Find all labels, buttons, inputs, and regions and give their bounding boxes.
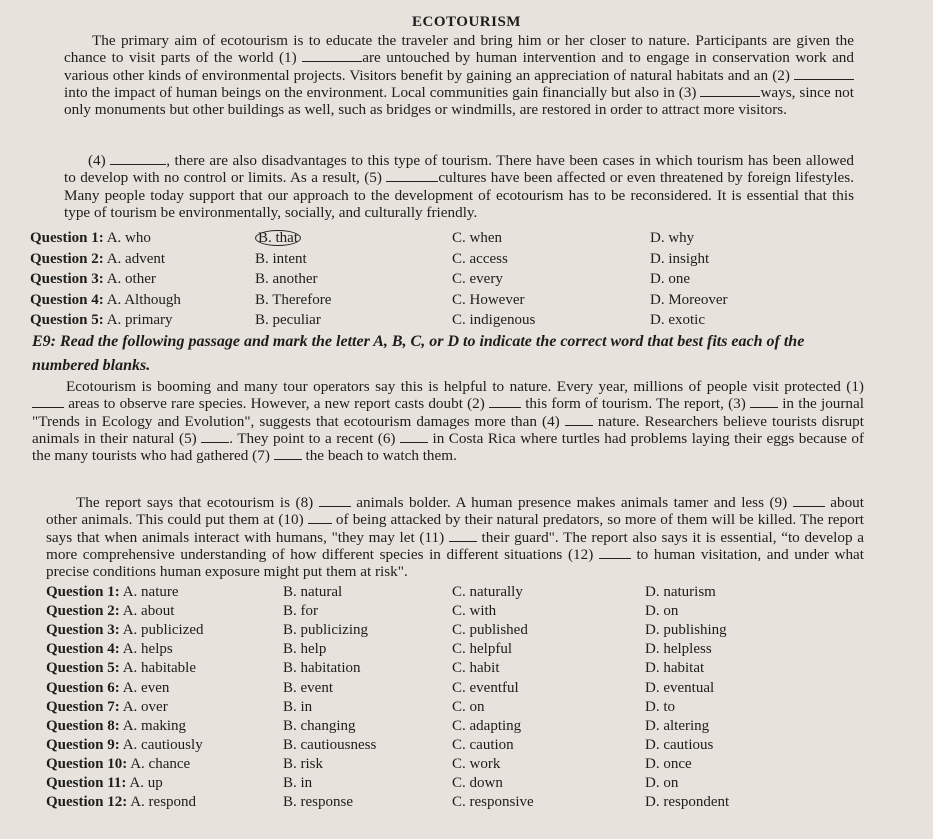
text-segment: of being attacked by their natural predators, so more of them will be killed. The report says that when animals interact with humans, "they may let (11) [46, 511, 864, 546]
option-d[interactable] [650, 291, 727, 309]
question-label: Question 5: [46, 660, 120, 677]
question-line [30, 250, 165, 268]
text-segment: ways, since not only monuments but other buildings as well, such as bridges or windmills, are restored in order to attract more visitors. [64, 83, 854, 119]
option-c[interactable] [452, 640, 512, 658]
option-a[interactable]: A. respond [130, 794, 197, 811]
option-c[interactable] [452, 311, 535, 329]
option-b[interactable] [283, 640, 326, 658]
question-label: Question 8: [46, 717, 120, 734]
option-b-text: B. event [283, 679, 333, 696]
question-line [46, 793, 196, 811]
blank-12 [599, 546, 631, 559]
option-d[interactable] [645, 717, 709, 735]
question-label: Question 4: [30, 291, 104, 308]
question-label: Question 4: [46, 641, 120, 658]
question-line [46, 755, 190, 773]
option-b-text: B. for [283, 603, 318, 620]
option-a[interactable]: A. nature [122, 584, 179, 600]
question-line [30, 229, 151, 247]
option-d[interactable] [645, 640, 712, 658]
option-a[interactable]: A. helps [122, 641, 173, 658]
option-b[interactable] [255, 311, 321, 329]
option-c[interactable] [452, 602, 496, 620]
option-b[interactable] [255, 229, 301, 247]
option-c-text: C. on [452, 698, 485, 715]
passage1-paragraph1 [64, 32, 854, 118]
question-line [30, 311, 173, 329]
option-a[interactable]: A. over [122, 698, 168, 715]
option-d[interactable] [645, 698, 675, 716]
question-label: Question 10: [46, 755, 128, 772]
option-c[interactable] [452, 659, 500, 677]
text-segment: into the impact of human beings on the environment. Local communities gain financially but also in (3) [64, 83, 701, 101]
question-label: Question 2: [46, 603, 120, 620]
option-c[interactable] [452, 291, 524, 309]
text-segment: to human visitation, and under what precise conditions human exposure might put them at risk". [46, 545, 864, 581]
question-label: Question 6: [46, 679, 120, 696]
option-b-text: B. help [283, 641, 327, 658]
passage1-paragraph2 [64, 152, 854, 221]
option-c-text: C. responsive [452, 794, 534, 811]
text-segment: (4) [88, 152, 111, 169]
option-c[interactable] [452, 229, 502, 247]
text-segment: The report says that ecotourism is (8) [76, 494, 319, 511]
option-c[interactable] [452, 755, 500, 773]
option-b[interactable] [283, 717, 356, 735]
option-c[interactable] [452, 736, 514, 754]
option-d[interactable] [645, 621, 727, 639]
option-b-text: B. cautiousness [283, 736, 377, 753]
option-a[interactable]: A. even [122, 679, 170, 696]
question-line [46, 621, 204, 639]
option-c-text: C. adapting [452, 717, 522, 734]
option-c[interactable] [452, 270, 503, 288]
text-segment: their guard". The report also says it is essential, “to develop a more comprehensive understanding of how different species in different situations (12) [46, 528, 864, 563]
question-label: Question 12: [46, 794, 128, 811]
option-c-text: C. published [452, 622, 528, 639]
option-d[interactable] [645, 659, 704, 677]
option-d-text: D. publishing [645, 622, 727, 639]
blank-2 [794, 67, 854, 80]
option-d-text: D. exotic [650, 312, 705, 328]
text-segment: Ecotourism is booming and many tour operators say this is helpful to nature. Every year, millions of people visit protected (1) [66, 378, 864, 395]
worksheet-title: ECOTOURISM [412, 14, 521, 30]
text-segment: nature. Researchers believe tourists disrupt animals in their natural (5) [32, 412, 864, 447]
text-segment: , there are also disadvantages to this type of tourism. There have been cases in which tourism has been allowed to develop with no control or limits. As a result, (5) [64, 152, 854, 187]
option-d-text: D. once [645, 755, 692, 772]
question-line [46, 640, 173, 658]
text-segment: cultures have been affected or even threatened by foreign lifestyles. Many people today support that our approach to the development of ecotourism has to be reconsidered. It is essential that this type of tourism be environmentally, socially, and culturally friendly. [64, 169, 854, 221]
option-b[interactable] [283, 621, 368, 639]
option-d-text: D. respondent [645, 794, 730, 811]
option-d[interactable] [645, 755, 692, 773]
option-a[interactable]: A. other [106, 271, 156, 287]
question-line [46, 717, 186, 735]
blank-11 [449, 529, 477, 542]
option-d[interactable] [645, 679, 714, 697]
question-line [46, 774, 163, 792]
option-a[interactable]: A. who [106, 230, 151, 246]
option-a[interactable]: A. up [129, 775, 163, 791]
blank-4 [565, 413, 593, 426]
question-line [46, 698, 168, 716]
option-b[interactable] [283, 679, 333, 697]
option-c-text: C. caution [452, 736, 514, 753]
option-d[interactable] [650, 250, 709, 268]
option-c-text: C. indigenous [452, 312, 536, 328]
option-b[interactable] [283, 659, 361, 677]
option-d[interactable] [650, 270, 690, 288]
option-d[interactable] [645, 602, 678, 620]
passage2-paragraph2 [46, 494, 864, 580]
option-a[interactable]: A. making [122, 717, 187, 734]
option-d-text: D. altering [645, 717, 710, 734]
option-b[interactable] [255, 291, 331, 309]
option-b[interactable] [283, 583, 342, 601]
blank-4 [110, 152, 166, 165]
option-b[interactable] [255, 250, 307, 268]
question-line [46, 659, 196, 677]
option-d-text: D. habitat [645, 660, 705, 677]
option-c-text: C. access [452, 250, 508, 267]
text-segment: animals bolder. A human presence makes animals tamer and less (9) [350, 494, 793, 511]
blank-6 [400, 430, 428, 443]
question-label: Question 3: [46, 622, 120, 639]
blank-3 [700, 84, 760, 97]
text-segment: in Costa Rica where turtles had problems laying their eggs because of the many tourists who had gathered (7) [32, 429, 865, 465]
question-label: Question 1: [46, 584, 120, 600]
option-d-text: D. eventual [645, 679, 715, 696]
blank-1 [32, 395, 64, 408]
option-c-text: C. habit [452, 660, 500, 677]
text-segment: this form of tourism. The report, (3) [521, 395, 751, 413]
option-d-text: D. naturism [645, 584, 716, 600]
option-c-text: C. naturally [452, 584, 523, 600]
option-c-text: C. every [452, 271, 503, 287]
option-d-text: D. one [650, 271, 690, 287]
question-line [46, 602, 174, 620]
option-b[interactable] [283, 755, 323, 773]
option-c[interactable] [452, 679, 519, 697]
blank-7 [274, 447, 302, 460]
question-label: Question 9: [46, 736, 120, 753]
option-c[interactable] [452, 717, 521, 735]
text-segment: are untouched by human intervention and to engage in conservation work and various other kinds of environmental projects. Visitors benefit by gaining an appreciation of natural habitats and an (2) [64, 49, 854, 84]
text-segment: the beach to watch them. [301, 447, 457, 465]
exercise-heading: E9: Read the following passage and mark the letter A, B, C, or D to indicate the correct word that best fits each of the numbered blanks. [32, 333, 805, 374]
option-d[interactable] [650, 229, 694, 247]
option-b[interactable] [283, 698, 312, 716]
question-label: Question 11: [46, 775, 127, 791]
option-b-text: B. response [283, 794, 353, 811]
text-segment: . They point to a recent (6) [229, 429, 400, 447]
blank-5 [201, 430, 229, 443]
question-line [30, 291, 181, 309]
option-c-text: C. eventful [452, 679, 519, 696]
question-label: Question 3: [30, 271, 104, 287]
option-d[interactable] [645, 774, 678, 792]
option-c[interactable] [452, 698, 485, 716]
option-c-text: C. down [452, 775, 503, 791]
option-a[interactable]: A. about [122, 603, 175, 620]
option-a[interactable]: A. publicized [122, 622, 204, 639]
option-b-text: B. natural [283, 584, 343, 600]
option-d[interactable] [650, 311, 705, 329]
blank-3 [750, 395, 778, 408]
option-b-text: B. changing [283, 717, 356, 734]
option-a[interactable]: A. cautiously [122, 736, 203, 753]
passage2-paragraph1 [32, 378, 864, 464]
option-d-text: D. insight [650, 250, 710, 267]
option-c[interactable] [452, 793, 534, 811]
option-c-text: C. However [452, 291, 525, 308]
question-label: Question 7: [46, 698, 120, 715]
option-b-text: B. another [255, 271, 318, 287]
text-segment: in the journal "Trends in Ecology and Evolution", suggests that ecotourism damages more than (4) [32, 395, 864, 430]
question-line [46, 736, 203, 754]
option-b[interactable] [283, 774, 312, 792]
option-c[interactable] [452, 250, 508, 268]
option-d-text: D. on [645, 603, 679, 620]
option-b-text: B. habitation [283, 660, 361, 677]
option-c[interactable] [452, 621, 528, 639]
option-a[interactable]: A. chance [130, 755, 191, 772]
question-line [46, 679, 169, 697]
question-line [46, 583, 179, 601]
option-b[interactable] [283, 736, 376, 754]
option-d[interactable] [645, 736, 713, 754]
option-c[interactable] [452, 583, 523, 601]
question-label: Question 1: [30, 230, 104, 246]
option-b[interactable] [283, 793, 353, 811]
option-b-text: B. publicizing [283, 622, 368, 639]
blank-5 [386, 169, 438, 182]
option-c-text: C. helpful [452, 641, 512, 658]
blank-8 [319, 494, 351, 507]
text-segment: about other animals. This could put them at (10) [46, 494, 864, 529]
question-label: Question 5: [30, 312, 104, 328]
option-d-text: D. on [645, 775, 679, 791]
option-c-text: C. work [452, 755, 501, 772]
option-c-text: C. when [452, 230, 502, 246]
option-d[interactable] [645, 583, 716, 601]
blank-1 [302, 49, 362, 62]
option-d-text: D. Moreover [650, 291, 728, 308]
blank-2 [489, 395, 521, 408]
option-c[interactable] [452, 774, 503, 792]
blank-9 [793, 494, 825, 507]
option-a[interactable]: A. habitable [122, 660, 197, 677]
option-b-circled: B. that [255, 230, 301, 246]
blank-10 [308, 511, 332, 524]
option-b[interactable] [283, 602, 318, 620]
option-b-text: B. Therefore [255, 291, 332, 308]
option-b[interactable] [255, 270, 317, 288]
option-b-text: B. intent [255, 250, 307, 267]
option-b-text: B. in [283, 698, 313, 715]
option-d-text: D. why [650, 230, 695, 246]
option-a[interactable]: A. primary [106, 312, 173, 328]
option-b-text: B. peculiar [255, 312, 321, 328]
option-a[interactable]: A. advent [106, 250, 166, 267]
option-d-text: D. cautious [645, 736, 714, 753]
text-segment: The primary aim of ecotourism is to educate the traveler and bring him or her closer to nature. Participants are given the chance to visit parts of the world (1) [64, 32, 854, 67]
option-b-text: B. in [283, 775, 313, 791]
option-a[interactable]: A. Although [106, 291, 181, 308]
text-segment: areas to observe rare species. However, a new report casts doubt (2) [64, 395, 490, 413]
option-c-text: C. with [452, 603, 497, 620]
option-d[interactable] [645, 793, 729, 811]
question-line [30, 270, 156, 288]
option-d-text: D. helpless [645, 641, 712, 658]
option-b-text: B. risk [283, 755, 324, 772]
option-d-text: D. to [645, 698, 675, 715]
question-label: Question 2: [30, 250, 104, 267]
